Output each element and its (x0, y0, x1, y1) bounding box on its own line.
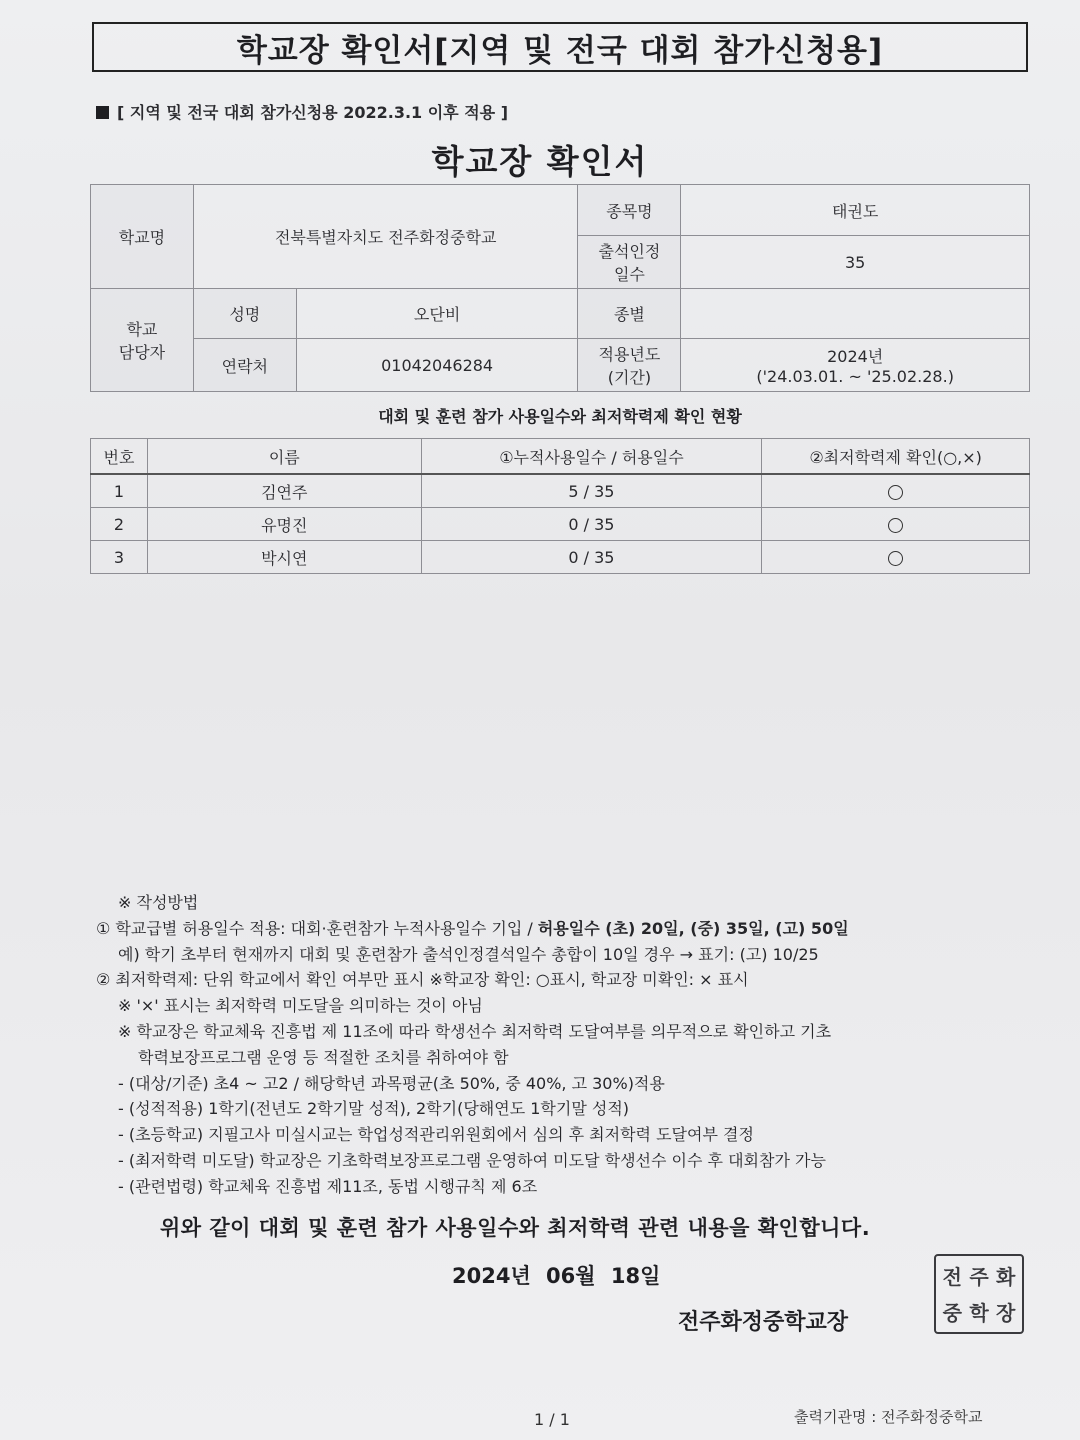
note-2-sub2: ※ 학교장은 학교체육 진흥법 제 11조에 따라 학생선수 최저학력 도달여부를 의무적으로 확인하고 기초 (118, 1021, 832, 1041)
row-no: 1 (91, 474, 148, 508)
table-row (91, 541, 1030, 574)
name-label: 성명 (193, 289, 296, 339)
year-label-line1: 적용년도 (598, 345, 661, 364)
school-value: 전북특별자치도 전주화정중학교 (193, 185, 578, 289)
manager-label-line1: 학교 (126, 320, 158, 339)
note-1 (96, 916, 849, 942)
row-days: 0 / 35 (421, 541, 762, 574)
row-name: 유명진 (147, 508, 421, 541)
event-value: 태권도 (681, 185, 1030, 236)
row-check (762, 474, 1030, 508)
name-value: 오단비 (296, 289, 578, 339)
table-row (91, 508, 1030, 541)
year-label-line2: (기간) (607, 368, 652, 387)
info-table (90, 184, 1030, 392)
seal-glyph: 화 (995, 1265, 1016, 1289)
banner-title: 학교장 확인서[지역 및 전국 대회 참가신청용] (92, 22, 1028, 72)
detail-4: - (최저학력 미도달) 학교장은 기초학력보장프로그램 운영하여 미도달 학생선수 이수 후 대회참가 가능 (118, 1150, 826, 1170)
row-no: 2 (91, 508, 148, 541)
confirmation-statement: 위와 같이 대회 및 훈련 참가 사용일수와 최저학력 관련 내용을 확인합니다. (160, 1216, 871, 1240)
apply-note (96, 100, 508, 123)
note-1-example: 예) 학기 초부터 현재까지 대회 및 훈련참가 출석인정결석일수 총합이 10일 경우 → 표기: (고) 10/25 (118, 944, 819, 964)
seal-glyph: 장 (995, 1301, 1016, 1325)
col-header-check: ②최저학력제 확인(○,×) (762, 439, 1030, 475)
seal-glyph: 전 (942, 1265, 962, 1289)
notes-heading: ※ 작성방법 (118, 893, 199, 912)
instructions (96, 890, 849, 1200)
issuer-footer: 출력기관명 : 전주화정중학교 (794, 1408, 983, 1426)
manager-label-line2: 담당자 (118, 343, 166, 362)
row-check (762, 541, 1030, 574)
year-label (578, 339, 681, 392)
seal-glyph: 학 (969, 1301, 989, 1325)
period-value: ('24.03.01. ~ '25.02.28.) (756, 367, 954, 386)
manager-label (91, 289, 194, 392)
year-value-cell (681, 339, 1030, 392)
note-1-bold: 허용일수 (초) 20일, (중) 35일, (고) 50일 (537, 918, 849, 938)
category-label: 종별 (578, 289, 681, 339)
circle-check-icon (888, 551, 903, 566)
detail-5: - (관련법령) 학교체육 진흥법 제11조, 동법 시행규칙 제 6조 (118, 1176, 538, 1196)
seal-glyph: 중 (942, 1301, 962, 1325)
category-value (681, 289, 1030, 339)
detail-2: - (성적적용) 1학기(전년도 2학기말 성적), 2학기(당해연도 1학기말 성적) (118, 1099, 630, 1119)
row-name: 박시연 (147, 541, 421, 574)
col-header-name: 이름 (147, 439, 421, 475)
note-1-text: ① 학교급별 허용일수 적용: 대회·훈련참가 누적사용일수 기입 / (96, 918, 538, 938)
document-title: 학교장 확인서 (431, 142, 649, 181)
row-days: 5 / 35 (421, 474, 762, 508)
col-header-days: ①누적사용일수 / 허용일수 (421, 439, 762, 475)
issue-date: 2024년 06월 18일 (452, 1264, 661, 1288)
row-no: 3 (91, 541, 148, 574)
attendance-label-line2: 일수 (613, 265, 645, 284)
roster-table (90, 438, 1030, 574)
school-label: 학교명 (91, 185, 194, 289)
circle-check-icon (888, 518, 903, 533)
col-header-no: 번호 (91, 439, 148, 475)
detail-1: - (대상/기준) 초4 ~ 고2 / 해당학년 과목평균(초 50%, 중 40%, 고 30%)적용 (118, 1073, 665, 1093)
row-check (762, 508, 1030, 541)
contact-value: 01042046284 (296, 339, 578, 392)
detail-3: - (초등학교) 지필고사 미실시교는 학업성적관리위원회에서 심의 후 최저학력 도달여부 결정 (118, 1125, 754, 1145)
circle-check-icon (888, 485, 903, 500)
official-seal-stamp (934, 1254, 1024, 1334)
note-2: ② 최저학력제: 단위 학교에서 확인 여부만 표시 ※학교장 확인: ○표시, 학교장 미확인: × 표시 (96, 970, 749, 990)
event-label: 종목명 (578, 185, 681, 236)
contact-label: 연락처 (193, 339, 296, 392)
note-2-sub2-cont: 학력보장프로그램 운영 등 적절한 조치를 취하여야 함 (138, 1047, 509, 1067)
principal-signature: 전주화정중학교장 (678, 1310, 849, 1335)
year-value: 2024년 (827, 347, 884, 366)
row-days: 0 / 35 (421, 508, 762, 541)
attendance-label (578, 236, 681, 289)
seal-glyph: 주 (969, 1265, 989, 1289)
page-number: 1 / 1 (534, 1410, 570, 1429)
table-row (91, 474, 1030, 508)
note-2-sub1: ※ '×' 표시는 최저학력 미도달을 의미하는 것이 아님 (118, 996, 483, 1016)
attendance-value: 35 (681, 236, 1030, 289)
attendance-label-line1: 출석인정 (598, 242, 661, 261)
apply-note-text: [ 지역 및 전국 대회 참가신청용 2022.3.1 이후 적용 ] (117, 103, 509, 122)
bullet-square-icon (96, 106, 109, 119)
section-title: 대회 및 훈련 참가 사용일수와 최저학력제 확인 현황 (378, 407, 742, 426)
row-name: 김연주 (147, 474, 421, 508)
